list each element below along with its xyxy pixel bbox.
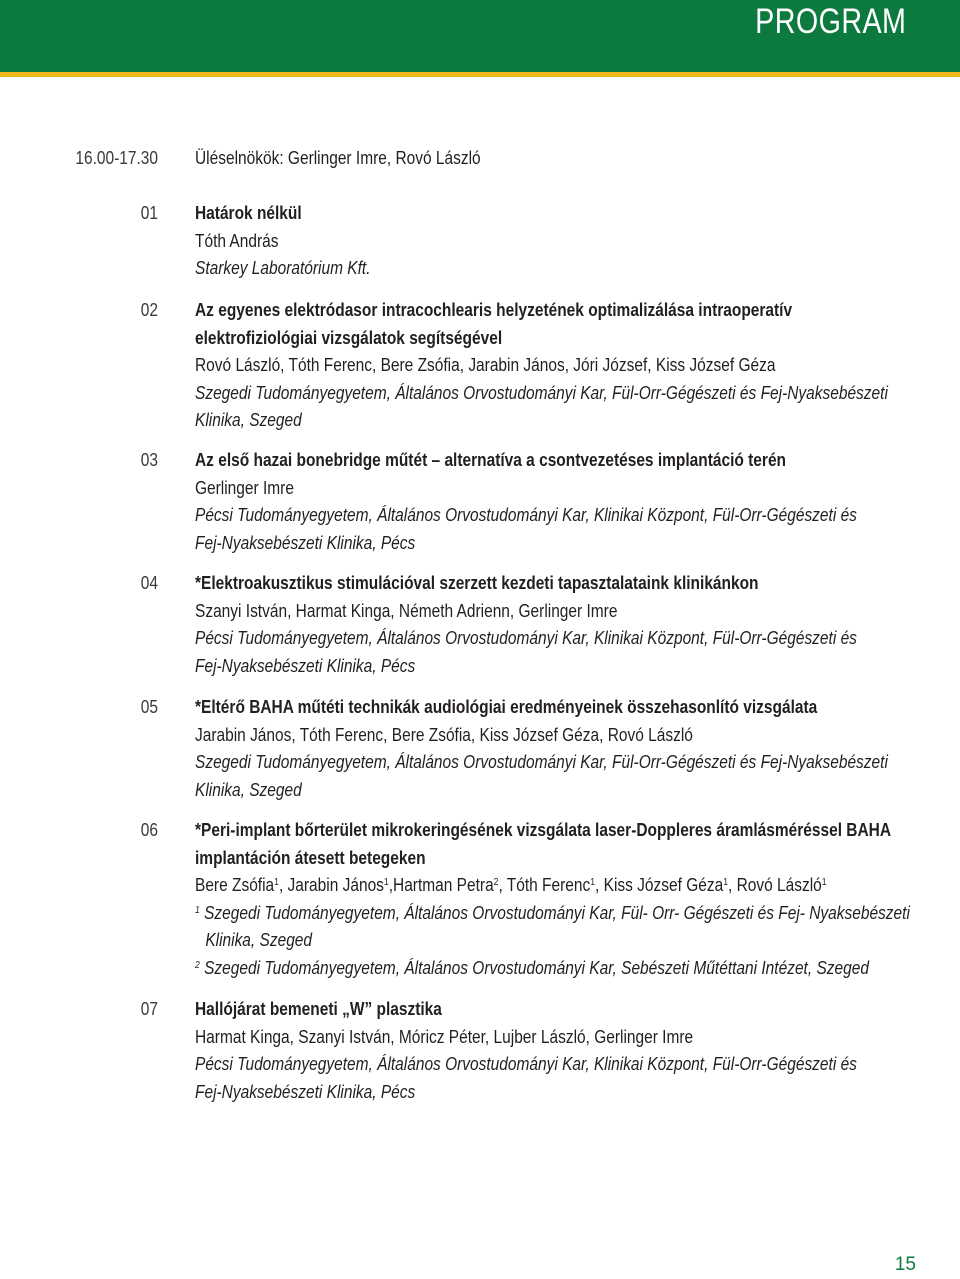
author-sup: 1 bbox=[821, 877, 827, 888]
talk-number: 07 bbox=[140, 999, 158, 1019]
author-sup: 2 bbox=[493, 877, 499, 888]
talk-title: *Elektroakusztikus stimulációval szerzett kezdeti tapasztalataink klinikánkon bbox=[195, 573, 759, 593]
talk-affiliation: Szegedi Tudományegyetem, Általános Orvostudományi Kar, Fül-Orr-Gégészeti és Fej-Nyaksebészeti bbox=[195, 382, 888, 403]
talk-title: Hallójárat bemeneti „W” plasztika bbox=[195, 999, 442, 1019]
talk-title: Az első hazai bonebridge műtét – alternatíva a csontvezetéses implantáció terén bbox=[195, 450, 787, 470]
talk-affiliation: Fej-Nyaksebészeti Klinika, Pécs bbox=[195, 655, 416, 676]
page-number: 15 bbox=[894, 1254, 916, 1275]
talk-authors: Tóth András bbox=[195, 230, 279, 251]
author-sup: 1 bbox=[723, 877, 728, 888]
talk-title: implantáción átesett betegeken bbox=[195, 847, 426, 868]
talk-affiliation: Szegedi Tudományegyetem, Általános Orvostudományi Kar, Fül-Orr-Gégészeti és Fej-Nyaksebészeti bbox=[195, 752, 888, 772]
session-body bbox=[195, 145, 935, 173]
talk-authors: Jarabin János, Tóth Ferenc, Bere Zsófia, Kiss József Géza, Rovó László bbox=[195, 724, 693, 745]
talk-body bbox=[195, 996, 935, 1106]
talk-affiliation: Klinika, Szeged bbox=[195, 779, 302, 800]
author-name: ,Hartman Petra bbox=[388, 875, 494, 895]
author-name: , Jarabin János bbox=[278, 875, 384, 895]
talk-authors: Harmat Kinga, Szanyi István, Móricz Péter, Lujber László, Gerlinger Imre bbox=[195, 1026, 694, 1047]
talk-affiliation bbox=[195, 900, 910, 928]
talk-affiliation: Klinika, Szeged bbox=[195, 410, 302, 430]
author-name: , Rovó László bbox=[727, 875, 822, 895]
talk-authors bbox=[195, 872, 831, 900]
header-stripe bbox=[0, 72, 960, 77]
talk-body bbox=[195, 570, 935, 680]
talk-number: 05 bbox=[140, 697, 158, 717]
affiliation-text: Szegedi Tudományegyetem, Általános Orvostudományi Kar, Sebészeti Műtéttani Intézet, Szeged bbox=[204, 957, 869, 978]
talk-affiliation: Klinika, Szeged bbox=[205, 930, 313, 950]
author-sup: 1 bbox=[274, 877, 279, 888]
talk-authors: Gerlinger Imre bbox=[195, 477, 294, 498]
talk-title: Határok nélkül bbox=[195, 203, 302, 223]
talk-body bbox=[195, 817, 935, 982]
affiliation-sup: 2 bbox=[195, 959, 200, 971]
header-bar bbox=[0, 0, 960, 72]
session-time: 16.00-17.30 bbox=[75, 148, 158, 168]
session-chairs: Üléselnökök: Gerlinger Imre, Rovó László bbox=[195, 148, 481, 168]
author-name: , Kiss József Géza bbox=[595, 875, 724, 895]
author-sup: 1 bbox=[383, 877, 389, 888]
talk-authors: Szanyi István, Harmat Kinga, Németh Adrienn, Gerlinger Imre bbox=[195, 600, 618, 621]
talk-title: elektrofiziológiai vizsgálatok segítségével bbox=[195, 327, 503, 348]
talk-affiliation: Fej-Nyaksebészeti Klinika, Pécs bbox=[195, 532, 416, 553]
talk-body bbox=[195, 200, 935, 283]
author-name: Bere Zsófia bbox=[195, 875, 275, 895]
talk-affiliation bbox=[195, 955, 869, 983]
author-sup: 1 bbox=[590, 877, 596, 888]
talk-number: 03 bbox=[140, 450, 158, 470]
talk-number: 01 bbox=[140, 203, 158, 223]
page-title: PROGRAM bbox=[754, 2, 906, 41]
talk-number: 02 bbox=[140, 300, 158, 320]
talk-body bbox=[195, 297, 935, 435]
talk-affiliation: Starkey Laboratórium Kft. bbox=[195, 258, 371, 278]
talk-body bbox=[195, 447, 935, 557]
talk-body bbox=[195, 694, 935, 804]
talk-number: 06 bbox=[140, 820, 158, 840]
affiliation-text: Szegedi Tudományegyetem, Általános Orvostudományi Kar, Fül- Orr- Gégészeti és Fej- Nyaksebészeti bbox=[204, 902, 910, 923]
talk-affiliation: Fej-Nyaksebészeti Klinika, Pécs bbox=[195, 1081, 416, 1102]
talk-number: 04 bbox=[140, 573, 158, 593]
talk-title: Az egyenes elektródasor intracochlearis helyzetének optimalizálása intraoperatív bbox=[195, 300, 793, 320]
talk-affiliation: Pécsi Tudományegyetem, Általános Orvostudományi Kar, Klinikai Központ, Fül-Orr-Gégészeti és bbox=[195, 505, 857, 525]
talk-title: *Peri-implant bőrterület mikrokeringésének vizsgálata laser-Doppleres áramlásméréssel BAHA bbox=[195, 820, 892, 840]
talk-affiliation: Pécsi Tudományegyetem, Általános Orvostudományi Kar, Klinikai Központ, Fül-Orr-Gégészeti és bbox=[195, 628, 857, 648]
talk-authors: Rovó László, Tóth Ferenc, Bere Zsófia, Jarabin János, Jóri József, Kiss József Géza bbox=[195, 355, 776, 375]
talk-affiliation: Pécsi Tudományegyetem, Általános Orvostudományi Kar, Klinikai Központ, Fül-Orr-Gégészeti és bbox=[195, 1054, 857, 1074]
affiliation-sup: 1 bbox=[195, 904, 200, 916]
author-name: , Tóth Ferenc bbox=[498, 875, 591, 895]
talk-title: *Eltérő BAHA műtéti technikák audiológiai eredményeinek összehasonlító vizsgálata bbox=[195, 697, 818, 717]
